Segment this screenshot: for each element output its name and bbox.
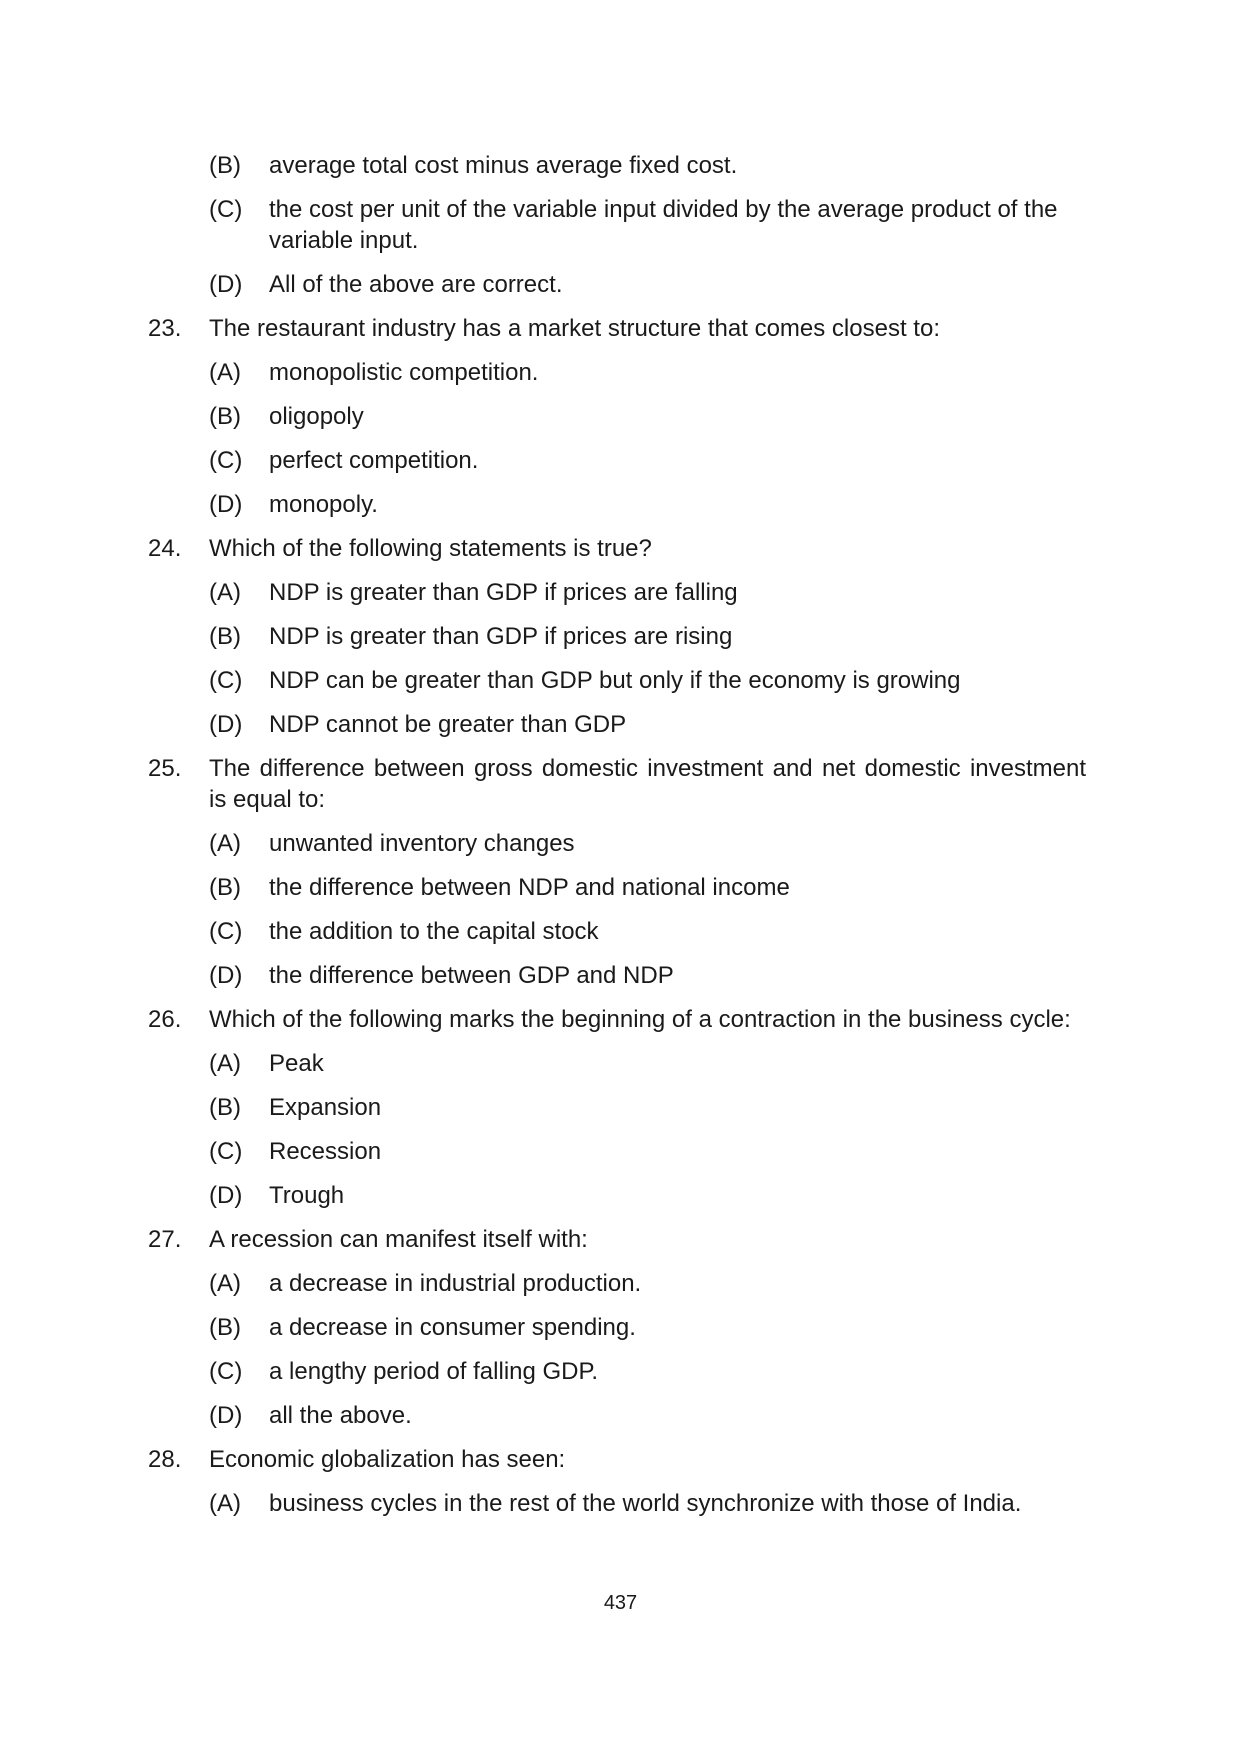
option-letter: (D) <box>209 1182 243 1209</box>
question-stem <box>148 533 1086 564</box>
option-row <box>148 1268 1086 1299</box>
option-row <box>148 269 1086 300</box>
option-letter: (B) <box>209 403 241 430</box>
option-row <box>148 1048 1086 1079</box>
option-text: all the above. <box>269 1402 412 1429</box>
option-row <box>148 916 1086 947</box>
option-text: a decrease in consumer spending. <box>269 1314 636 1341</box>
option-letter: (C) <box>209 667 243 694</box>
question-text: A recession can manifest itself with: <box>209 1226 588 1253</box>
option-text: NDP is greater than GDP if prices are rising <box>269 623 733 650</box>
option-text: unwanted inventory changes <box>269 830 575 857</box>
option-text: All of the above are correct. <box>269 271 563 298</box>
option-letter: (D) <box>209 1402 243 1429</box>
option-letter: (D) <box>209 962 243 989</box>
option-text: average total cost minus average fixed cost. <box>269 152 738 179</box>
option-row <box>148 1136 1086 1167</box>
option-text: the difference between NDP and national income <box>269 874 790 901</box>
option-row <box>148 1488 1086 1519</box>
option-text: the cost per unit of the variable input divided by the average product of the variable input. <box>269 196 1058 254</box>
option-letter: (B) <box>209 1094 241 1121</box>
option-text: the difference between GDP and NDP <box>269 962 674 989</box>
option-text: NDP is greater than GDP if prices are falling <box>269 579 738 606</box>
option-row <box>148 489 1086 520</box>
option-text: monopolistic competition. <box>269 359 539 386</box>
option-text: oligopoly <box>269 403 364 430</box>
page-number: 437 <box>603 1592 638 1614</box>
question-text: Which of the following marks the beginning of a contraction in the business cycle: <box>209 1006 1071 1033</box>
option-letter: (B) <box>209 623 241 650</box>
question-text: The difference between gross domestic investment and net domestic investment is equal to: <box>209 755 1086 813</box>
question-number: 25. <box>148 755 182 782</box>
option-text: Expansion <box>269 1094 382 1121</box>
option-text: Recession <box>269 1138 382 1165</box>
option-letter: (C) <box>209 918 243 945</box>
option-row <box>148 1180 1086 1211</box>
option-letter: (A) <box>209 1490 241 1517</box>
option-row <box>148 445 1086 476</box>
option-row <box>148 960 1086 991</box>
option-row <box>148 194 1086 256</box>
option-row <box>148 621 1086 652</box>
option-text: the addition to the capital stock <box>269 918 599 945</box>
option-letter: (B) <box>209 152 241 179</box>
question-stem <box>148 313 1086 344</box>
question-number: 27. <box>148 1226 182 1253</box>
question-23 <box>148 313 1086 520</box>
option-row <box>148 709 1086 740</box>
option-letter: (B) <box>209 874 241 901</box>
option-text: NDP can be greater than GDP but only if the economy is growing <box>269 667 961 694</box>
option-letter: (A) <box>209 1050 241 1077</box>
question-stem <box>148 753 1086 815</box>
option-text: a lengthy period of falling GDP. <box>269 1358 599 1385</box>
option-letter: (A) <box>209 1270 241 1297</box>
continued-options <box>148 150 1086 300</box>
question-text: The restaurant industry has a market structure that comes closest to: <box>209 315 940 342</box>
question-28 <box>148 1444 1086 1519</box>
option-letter: (A) <box>209 359 241 386</box>
option-row <box>148 1400 1086 1431</box>
option-letter: (A) <box>209 830 241 857</box>
option-letter: (C) <box>209 447 243 474</box>
option-row <box>148 150 1086 181</box>
option-letter: (B) <box>209 1314 241 1341</box>
question-stem <box>148 1224 1086 1255</box>
question-25 <box>148 753 1086 991</box>
question-stem <box>148 1444 1086 1475</box>
option-row <box>148 1356 1086 1387</box>
question-text: Economic globalization has seen: <box>209 1446 566 1473</box>
option-letter: (D) <box>209 271 243 298</box>
option-text: Peak <box>269 1050 324 1077</box>
question-number: 23. <box>148 315 182 342</box>
option-row <box>148 357 1086 388</box>
option-text: Trough <box>269 1182 345 1209</box>
option-row <box>148 872 1086 903</box>
option-text: perfect competition. <box>269 447 479 474</box>
question-number: 28. <box>148 1446 182 1473</box>
option-row <box>148 1092 1086 1123</box>
option-row <box>148 401 1086 432</box>
question-text: Which of the following statements is true? <box>209 535 652 562</box>
option-letter: (C) <box>209 196 243 223</box>
option-row <box>148 665 1086 696</box>
question-24 <box>148 533 1086 740</box>
question-list <box>148 150 1086 1532</box>
option-letter: (D) <box>209 711 243 738</box>
question-stem <box>148 1004 1086 1035</box>
question-27 <box>148 1224 1086 1431</box>
option-text: business cycles in the rest of the world synchronize with those of India. <box>269 1490 1022 1517</box>
option-letter: (A) <box>209 579 241 606</box>
question-number: 24. <box>148 535 182 562</box>
option-row <box>148 577 1086 608</box>
option-row <box>148 1312 1086 1343</box>
option-text: a decrease in industrial production. <box>269 1270 642 1297</box>
option-text: NDP cannot be greater than GDP <box>269 711 627 738</box>
option-text: monopoly. <box>269 491 378 518</box>
option-letter: (C) <box>209 1138 243 1165</box>
option-letter: (D) <box>209 491 243 518</box>
option-letter: (C) <box>209 1358 243 1385</box>
option-row <box>148 828 1086 859</box>
question-number: 26. <box>148 1006 182 1033</box>
question-26 <box>148 1004 1086 1211</box>
